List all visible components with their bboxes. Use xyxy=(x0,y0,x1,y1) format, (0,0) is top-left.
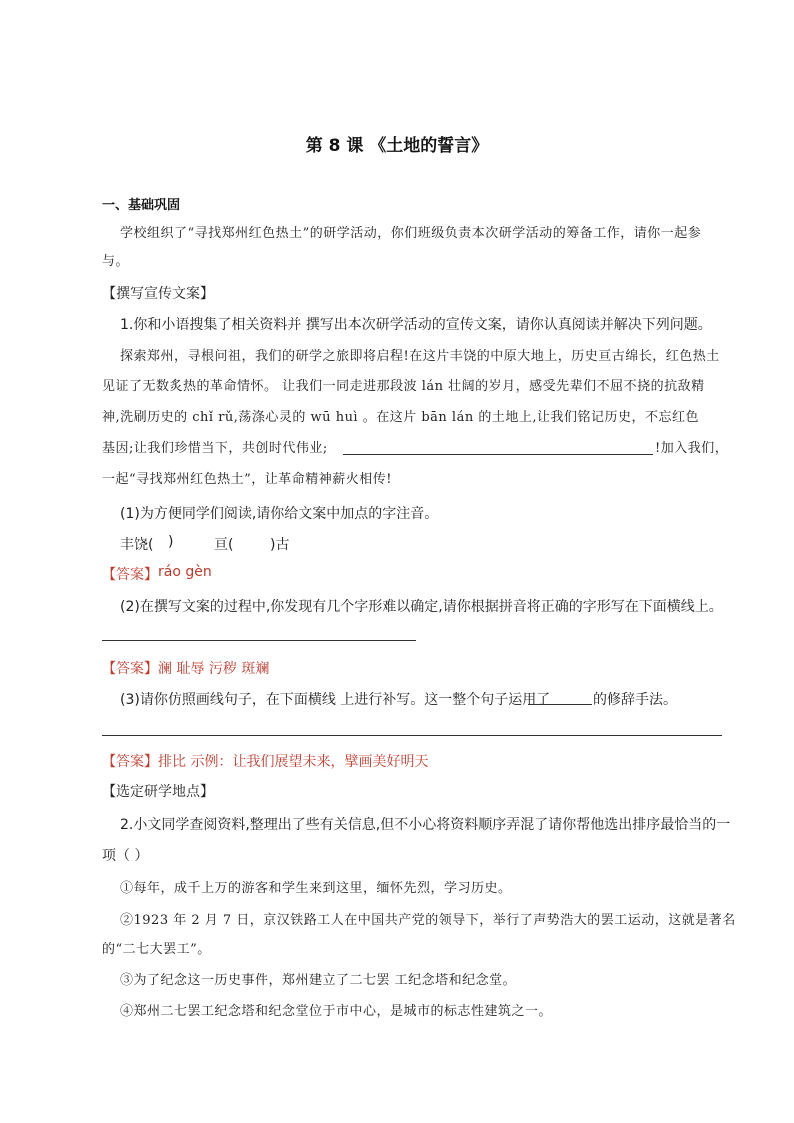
passage-line-1: 探索郑州，寻根问祖，我们的研学之旅即将启程!在这片丰饶的中原大地上，历史亘古绵长，红色热土 xyxy=(120,349,720,364)
intro-line-1: 学校组织了“寻找郑州红色热土”的研学活动，你们班级负责本次研学活动的筹备工作，请你一起参 xyxy=(120,226,702,241)
question-2-line-2: 项（ ） xyxy=(102,848,149,864)
sub-question-3b: 的修辞手法。 xyxy=(593,692,677,708)
word-2-open: 亘( xyxy=(214,537,234,553)
option-3: ③为了纪念这一历史事件，郑州建立了二七罢 工纪念塔和纪念堂。 xyxy=(120,973,517,988)
passage-line-2: 见证了无数炙热的革命情怀。 让我们一同走进那段波 lán 壮阔的岁月，感受先辈们不屈不挠的抗敌精 xyxy=(102,379,705,394)
word-1-open: 丰饶( xyxy=(120,537,154,553)
answer-2: 澜 耻辱 污秽 斑斓 xyxy=(158,661,270,677)
sub-question-1: (1)为方便同学们阅读,请你给文案中加点的字注音。 xyxy=(120,506,439,522)
heading-xuanchuan: 【撰写宣传文案】 xyxy=(102,286,214,302)
passage-line-3: 神,洗刷历史的 chǐ rǔ,荡涤心灵的 wū huì 。在这片 bān lán 的土地上,让我们铭记历史，不忘红色 xyxy=(102,410,699,425)
sub-question-3a: (3)请你仿照画线句子，在下面横线 上进行补写。这一整个句子运用了 xyxy=(120,692,551,708)
answer-line-2 xyxy=(102,640,416,641)
answer-tag-2: 【答案】 xyxy=(102,661,158,677)
answer-line-3 xyxy=(102,735,722,736)
word-2-close: )古 xyxy=(270,537,290,553)
option-4: ④郑州二七罢工纪念塔和纪念堂位于市中心，是城市的标志性建筑之一。 xyxy=(120,1004,553,1019)
option-2-line-2: 的“二七大罢工”。 xyxy=(102,942,211,957)
passage-line-4b: !加入我们， xyxy=(655,441,729,456)
fill-blank-line xyxy=(343,454,653,455)
sub-question-2: (2)在撰写文案的过程中,你发现有几个字形难以确定,请你根据拼音将正确的字形写在下面横线上。 xyxy=(120,599,723,615)
intro-line-2: 与。 xyxy=(102,254,130,269)
question-2-line-1: 2.小文同学查阅资料,整理出了些有关信息,但不小心将资料顺序弄混了请你帮他选出排序最恰当的一 xyxy=(120,817,731,833)
option-2-line-1: ②1923 年 2 月 7 日，京汉铁路工人在中国共产党的领导下，举行了声势浩大的罢工运动，这就是著名 xyxy=(120,913,736,928)
option-1: ①每年，成千上万的游客和学生来到这里，缅怀先烈，学习历史。 xyxy=(120,881,512,896)
page-title: 第 8 课 《土地的誓言》 xyxy=(305,136,489,156)
heading-didian: 【选定研学地点】 xyxy=(102,784,214,800)
section-heading: 一、基础巩固 xyxy=(102,198,181,213)
question-1: 1.你和小语搜集了相关资料并 撰写出本次研学活动的宣传文案，请你认真阅读并解决下列问题。 xyxy=(120,317,712,333)
answer-1: ráo gèn xyxy=(158,564,212,580)
passage-line-5: 一起“寻找郑州红色热土”，让革命精神薪火相传! xyxy=(102,472,393,487)
rhetoric-blank xyxy=(528,704,592,705)
passage-line-4a: 基因;让我们珍惜当下，共创时代伟业; xyxy=(102,441,328,456)
answer-tag-1: 【答案】 xyxy=(102,567,158,583)
word-1-close: ) xyxy=(168,534,174,550)
answer-3: 排比 示例：让我们展望未来，擘画美好明天 xyxy=(158,754,429,770)
answer-tag-3: 【答案】 xyxy=(102,754,158,770)
